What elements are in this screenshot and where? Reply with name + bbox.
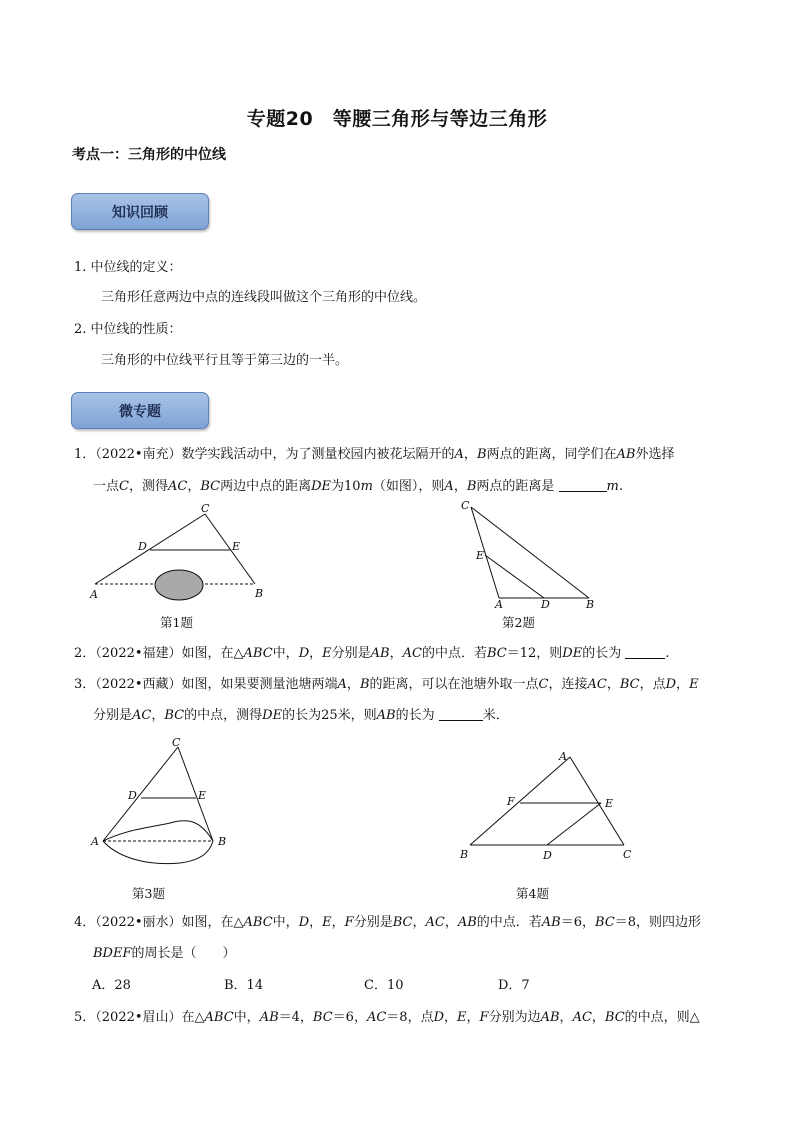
math-variable: AB — [616, 447, 636, 462]
math-variable: AB — [259, 1010, 279, 1025]
fig4-label-c: C — [623, 848, 632, 861]
fig3-label-a: A — [91, 835, 99, 848]
section-heading: 考点一：三角形的中位线 — [72, 147, 226, 163]
fig3-label-e: E — [198, 789, 207, 802]
fig3-label-b: B — [218, 835, 227, 848]
question-4-line-2: BDEF的周长是（ ） — [93, 946, 236, 961]
math-variable: BC — [200, 479, 221, 494]
question-4-line-1: 4．（2022•丽水）如图，在△ABC中，D，E，F分别是BC，AC，AB的中点．若AB＝6，BC＝8，则四边形 — [74, 915, 702, 930]
math-variable: AC — [425, 915, 445, 930]
math-variable: BC — [486, 646, 507, 661]
math-variable: AC — [572, 1010, 592, 1025]
math-variable: AB — [541, 915, 561, 930]
fig4-label-e: E — [605, 797, 614, 810]
math-variable: D — [433, 1010, 445, 1025]
math-variable: AB — [370, 646, 390, 661]
answer-blank[interactable] — [439, 706, 483, 721]
page-title: 专题20 等腰三角形与等边三角形 — [246, 108, 548, 130]
question-4-option-d[interactable]: D．7 — [498, 978, 530, 993]
fig2-label-b: B — [586, 598, 595, 611]
math-variable: A — [337, 677, 347, 692]
math-variable: B — [359, 677, 370, 692]
math-variable: BC — [164, 708, 185, 723]
math-variable: BC — [604, 1010, 625, 1025]
math-variable: E — [322, 915, 332, 930]
figure-1-diagram — [85, 500, 275, 605]
math-variable: ABC — [243, 915, 273, 930]
math-variable: E — [322, 646, 332, 661]
review-item-1-body: 三角形任意两边中点的连线段叫做这个三角形的中位线。 — [101, 290, 427, 305]
fig1-label-e: E — [232, 540, 241, 553]
math-variable: BC — [392, 915, 413, 930]
math-variable: A — [454, 447, 464, 462]
math-variable: C — [119, 479, 129, 494]
micro-topic-tag: 微专题 — [71, 392, 209, 429]
figure-1-caption: 第1题 — [160, 615, 193, 630]
math-variable: BC — [595, 915, 615, 930]
answer-blank[interactable] — [559, 477, 607, 492]
math-variable: m — [360, 479, 373, 494]
review-item-2 — [74, 320, 182, 340]
knowledge-review-tag: 知识回顾 — [71, 193, 209, 230]
fig4-label-d: D — [543, 849, 552, 862]
fig3-label-c: C — [172, 736, 181, 749]
fig2-label-d: D — [541, 598, 550, 611]
fig1-label-b: B — [255, 587, 264, 600]
review-item-2-heading: 中位线的性质： — [90, 322, 182, 337]
fig1-label-c: C — [201, 502, 210, 515]
math-variable: BC — [312, 1010, 333, 1025]
figure-2-diagram — [455, 497, 605, 612]
figure-3-diagram — [88, 733, 238, 873]
math-variable: BC — [619, 677, 640, 692]
question-3-line-1: 3．（2022•西藏）如图，如果要测量池塘两端A，B的距离，可以在池塘外取一点C，连接AC，BC，点D，E — [74, 677, 699, 692]
math-variable: AB — [457, 915, 477, 930]
review-item-2-number: 2. — [74, 322, 87, 337]
math-variable: m — [606, 479, 619, 494]
fig3-label-d: D — [128, 789, 137, 802]
math-variable: E — [457, 1010, 467, 1025]
fig1-label-a: A — [90, 588, 98, 601]
figure-4-diagram — [455, 743, 645, 868]
math-variable: ABC — [204, 1010, 234, 1025]
question-5-line-1: 5．（2022•眉山）在△ABC中，AB＝4，BC＝6，AC＝8，点D，E，F分别为边AB，AC，BC的中点，则△ — [74, 1010, 700, 1025]
question-2-line-1: 2．（2022•福建）如图，在△ABC中，D，E分别是AB，AC的中点．若BC＝12，则DE的长为 . — [74, 646, 670, 661]
math-variable: D — [298, 646, 310, 661]
review-item-1-number: 1. — [74, 260, 87, 275]
math-variable: AC — [402, 646, 422, 661]
math-variable: F — [344, 915, 354, 930]
math-variable: D — [665, 677, 677, 692]
fig1-label-d: D — [138, 540, 147, 553]
math-variable: AB — [376, 708, 396, 723]
math-variable: F — [479, 1010, 489, 1025]
question-1-line-2: 一点C，测得AC，BC两边中点的距离DE为10m（如图），则A，B两点的距离是 m. — [93, 479, 623, 494]
math-variable: C — [538, 677, 549, 692]
question-3-line-2: 分别是AC，BC的中点，测得DE的长为25米，则AB的长为 米． — [93, 708, 509, 723]
math-variable: AC — [587, 677, 607, 692]
figure-3-caption: 第3题 — [132, 886, 165, 901]
fig4-label-f: F — [507, 795, 515, 808]
math-variable: D — [298, 915, 310, 930]
math-variable: B — [466, 479, 477, 494]
question-4-option-c[interactable]: C．10 — [364, 978, 404, 993]
question-4-option-a[interactable]: A．28 — [92, 978, 131, 993]
math-variable: AC — [366, 1010, 387, 1025]
figure-2-caption: 第2题 — [502, 615, 535, 630]
math-variable: A — [444, 479, 454, 494]
review-item-1-heading: 中位线的定义： — [90, 260, 182, 275]
fig2-label-c: C — [461, 499, 470, 512]
figure-4-caption: 第4题 — [516, 886, 549, 901]
fig2-label-a: A — [495, 598, 503, 611]
fig4-label-a: A — [559, 750, 567, 763]
math-variable: DE — [562, 646, 583, 661]
math-variable: BDEF — [93, 946, 132, 961]
fig4-label-b: B — [460, 848, 469, 861]
review-item-2-body: 三角形的中位线平行且等于第三边的一半。 — [101, 353, 349, 368]
fig2-label-e: E — [476, 549, 485, 562]
math-variable: AC — [132, 708, 152, 723]
math-variable: ABC — [243, 646, 273, 661]
question-1-line-1: 1．（2022•南充）数学实践活动中，为了测量校园内被花坛隔开的A，B两点的距离，同学们在AB外选择 — [74, 447, 675, 462]
math-variable: AB — [540, 1010, 560, 1025]
answer-blank[interactable] — [625, 644, 665, 659]
math-variable: E — [689, 677, 699, 692]
math-variable: DE — [262, 708, 283, 723]
math-variable: AC — [167, 479, 188, 494]
math-variable: B — [476, 447, 487, 462]
review-item-1 — [74, 258, 182, 278]
question-4-option-b[interactable]: B．14 — [224, 978, 264, 993]
math-variable: DE — [311, 479, 332, 494]
